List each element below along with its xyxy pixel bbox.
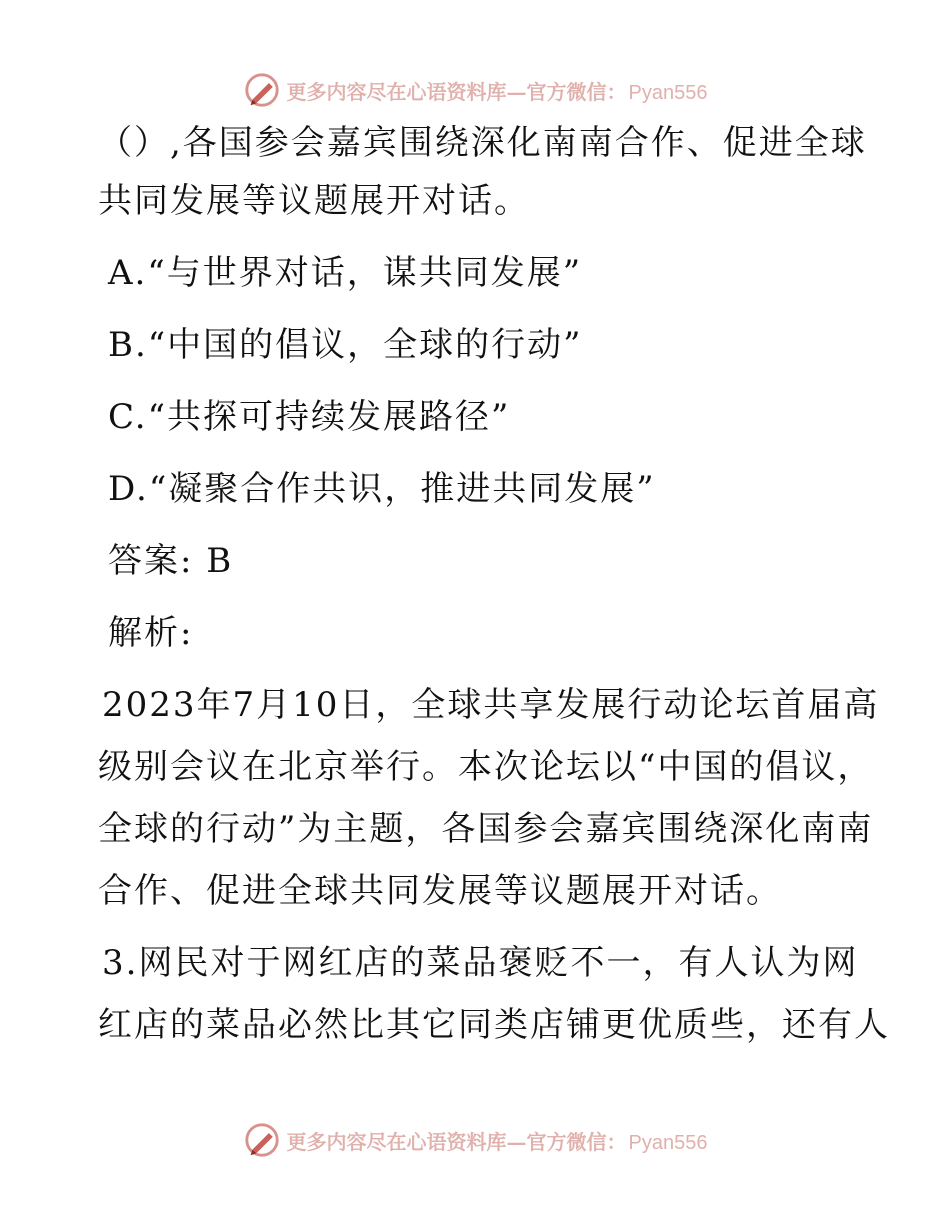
analysis-text — [98, 685, 880, 911]
pen-logo-icon — [243, 71, 281, 109]
option-d: D.“凝聚合作共识，推进共同发展” — [108, 469, 656, 509]
analysis-label: 解析: — [108, 613, 194, 653]
option-c: C.“共探可持续发展路径” — [108, 397, 511, 437]
analysis-line: 级别会议在北京举行。本次论坛以“中国的倡议， — [98, 747, 874, 787]
stem-line: 共同发展等议题展开对话。 — [98, 181, 530, 221]
next-question — [98, 943, 890, 1045]
stem-line: （）,各国参会嘉宾围绕深化南南合作、促进全球 — [98, 123, 867, 163]
wechat-id: Pyan556 — [628, 1131, 708, 1154]
analysis-line: 合作、促进全球共同发展等议题展开对话。 — [98, 871, 782, 911]
analysis-line: 全球的行动”为主题，各国参会嘉宾围绕深化南南 — [98, 809, 874, 849]
question-line: 红店的菜品必然比其它同类店铺更优质些，还有人 — [98, 1005, 890, 1045]
question-stem — [98, 123, 867, 221]
options-list — [98, 254, 858, 508]
wechat-id: Pyan556 — [628, 81, 708, 104]
footer-watermark — [0, 1118, 950, 1162]
document-body — [98, 123, 890, 1045]
answer-line: 答案: B — [108, 541, 234, 581]
header-watermark — [0, 68, 950, 112]
question-line: 3.网民对于网红店的菜品褒贬不一，有人认为网 — [102, 943, 859, 983]
option-b: B.“中国的倡议，全球的行动” — [108, 325, 583, 365]
pen-logo-icon — [243, 1121, 281, 1159]
watermark-text: 更多内容尽在心语资料库—官方微信： Pyan556 — [286, 1129, 708, 1154]
option-a: A.“与世界对话，谋共同发展” — [108, 253, 583, 293]
analysis-line: 2023年7月10日，全球共享发展行动论坛首届高 — [102, 685, 880, 725]
watermark-text: 更多内容尽在心语资料库—官方微信： Pyan556 — [286, 79, 708, 104]
